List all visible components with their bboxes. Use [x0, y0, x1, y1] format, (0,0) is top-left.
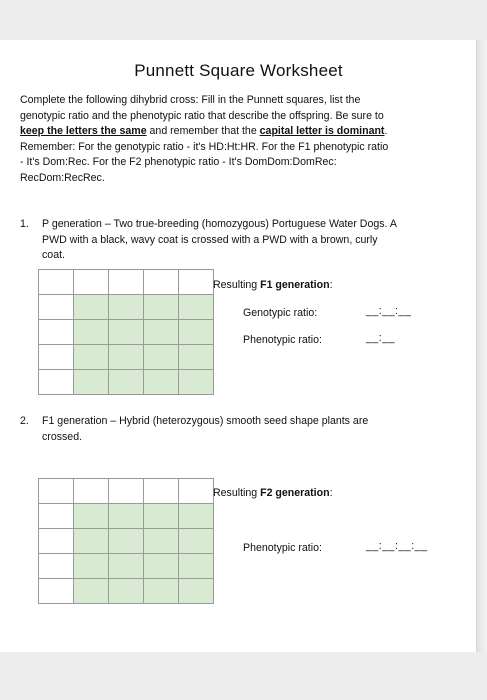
emphasis-text: capital letter is dominant: [259, 125, 385, 137]
punnett-header-cell[interactable]: [74, 270, 109, 295]
punnett-cell[interactable]: [109, 554, 144, 579]
punnett-cell[interactable]: [179, 504, 214, 529]
instructions: [20, 93, 465, 186]
result-heading: [213, 487, 333, 499]
punnett-cell[interactable]: [74, 345, 109, 370]
punnett-header-cell[interactable]: [39, 320, 74, 345]
intro-line: RecDom:RecRec.: [20, 171, 105, 184]
intro-text: and remember that the: [146, 125, 260, 137]
punnett-cell[interactable]: [144, 579, 179, 604]
emphasis-text: keep the letters the same: [20, 125, 147, 137]
result-heading: [213, 279, 333, 291]
punnett-cell[interactable]: [144, 370, 179, 395]
result-suffix: :: [329, 279, 333, 291]
punnett-cell[interactable]: [109, 295, 144, 320]
page-edge-shadow: [477, 40, 487, 652]
punnett-header-cell[interactable]: [179, 479, 214, 504]
intro-line: Remember: For the genotypic ratio - it's HD:Ht:HR. For the F1 phenotypic ratio: [20, 140, 389, 153]
question-number: 2.: [20, 415, 29, 427]
punnett-cell[interactable]: [144, 345, 179, 370]
punnett-cell[interactable]: [144, 504, 179, 529]
punnett-cell[interactable]: [109, 370, 144, 395]
result-generation: F2 generation: [260, 487, 330, 499]
punnett-cell[interactable]: [144, 529, 179, 554]
intro-line: Complete the following dihybrid cross: Fill in the Punnett squares, list the: [20, 94, 361, 106]
question-line: crossed.: [42, 430, 83, 443]
worksheet-page: [0, 40, 477, 652]
punnett-cell[interactable]: [74, 370, 109, 395]
punnett-cell[interactable]: [109, 504, 144, 529]
punnett-cell[interactable]: [144, 295, 179, 320]
intro-line: - It's Dom:Rec. For the F2 phenotypic ratio - It's DomDom:DomRec:: [20, 156, 337, 168]
punnett-cell[interactable]: [109, 579, 144, 604]
intro-line: genotypic ratio and the phenotypic ratio that describe the offspring. Be sure to: [20, 109, 384, 122]
punnett-cell[interactable]: [74, 320, 109, 345]
punnett-header-cell[interactable]: [39, 370, 74, 395]
punnett-cell[interactable]: [179, 320, 214, 345]
punnett-header-cell[interactable]: [39, 504, 74, 529]
punnett-header-cell[interactable]: [39, 295, 74, 320]
intro-text: .: [384, 125, 388, 137]
punnett-cell[interactable]: [74, 295, 109, 320]
punnett-square-1: [38, 269, 214, 395]
question-text: [42, 414, 368, 445]
punnett-header-cell[interactable]: [144, 270, 179, 295]
question-line: coat.: [42, 249, 65, 261]
punnett-cell[interactable]: [74, 504, 109, 529]
punnett-cell[interactable]: [74, 554, 109, 579]
punnett-cell[interactable]: [74, 579, 109, 604]
punnett-square-2: [38, 478, 214, 604]
punnett-cell[interactable]: [144, 320, 179, 345]
punnett-header-cell[interactable]: [39, 529, 74, 554]
question-text: [42, 217, 397, 264]
punnett-cell[interactable]: [74, 529, 109, 554]
result-suffix: :: [329, 487, 333, 499]
page-title: Punnett Square Worksheet: [134, 61, 343, 80]
punnett-header-cell[interactable]: [74, 479, 109, 504]
phenotypic-ratio-label: Phenotypic ratio:: [243, 542, 322, 554]
punnett-header-cell[interactable]: [39, 270, 74, 295]
punnett-cell[interactable]: [179, 579, 214, 604]
phenotypic-ratio-blank[interactable]: __:__: [366, 332, 396, 344]
punnett-cell[interactable]: [179, 554, 214, 579]
punnett-cell[interactable]: [179, 345, 214, 370]
punnett-header-cell[interactable]: [179, 270, 214, 295]
punnett-header-cell[interactable]: [39, 554, 74, 579]
result-prefix: Resulting: [213, 279, 261, 291]
question-line: PWD with a black, wavy coat is crossed with a PWD with a brown, curly: [42, 233, 378, 246]
punnett-cell[interactable]: [179, 370, 214, 395]
punnett-header-cell[interactable]: [39, 579, 74, 604]
punnett-cell[interactable]: [109, 345, 144, 370]
punnett-cell[interactable]: [109, 529, 144, 554]
phenotypic-ratio-blank[interactable]: __:__:__:__: [366, 540, 428, 552]
intro-line: [20, 124, 465, 140]
question-line: F1 generation – Hybrid (heterozygous) smooth seed shape plants are: [42, 415, 369, 427]
result-prefix: Resulting: [213, 487, 261, 499]
punnett-cell[interactable]: [144, 554, 179, 579]
question-number: 1.: [20, 218, 29, 230]
genotypic-ratio-blank[interactable]: __:__:__: [366, 305, 412, 317]
question-line: P generation – Two true-breeding (homozygous) Portuguese Water Dogs. A: [42, 218, 397, 230]
question-1: [20, 217, 470, 267]
punnett-cell[interactable]: [179, 529, 214, 554]
punnett-header-cell[interactable]: [109, 479, 144, 504]
genotypic-ratio-label: Genotypic ratio:: [243, 307, 318, 319]
punnett-cell[interactable]: [109, 320, 144, 345]
punnett-header-cell[interactable]: [109, 270, 144, 295]
punnett-header-cell[interactable]: [39, 345, 74, 370]
phenotypic-ratio-label: Phenotypic ratio:: [243, 334, 322, 346]
punnett-header-cell[interactable]: [144, 479, 179, 504]
question-2: [20, 414, 470, 448]
result-generation: F1 generation: [260, 279, 330, 291]
punnett-header-cell[interactable]: [39, 479, 74, 504]
punnett-cell[interactable]: [179, 295, 214, 320]
